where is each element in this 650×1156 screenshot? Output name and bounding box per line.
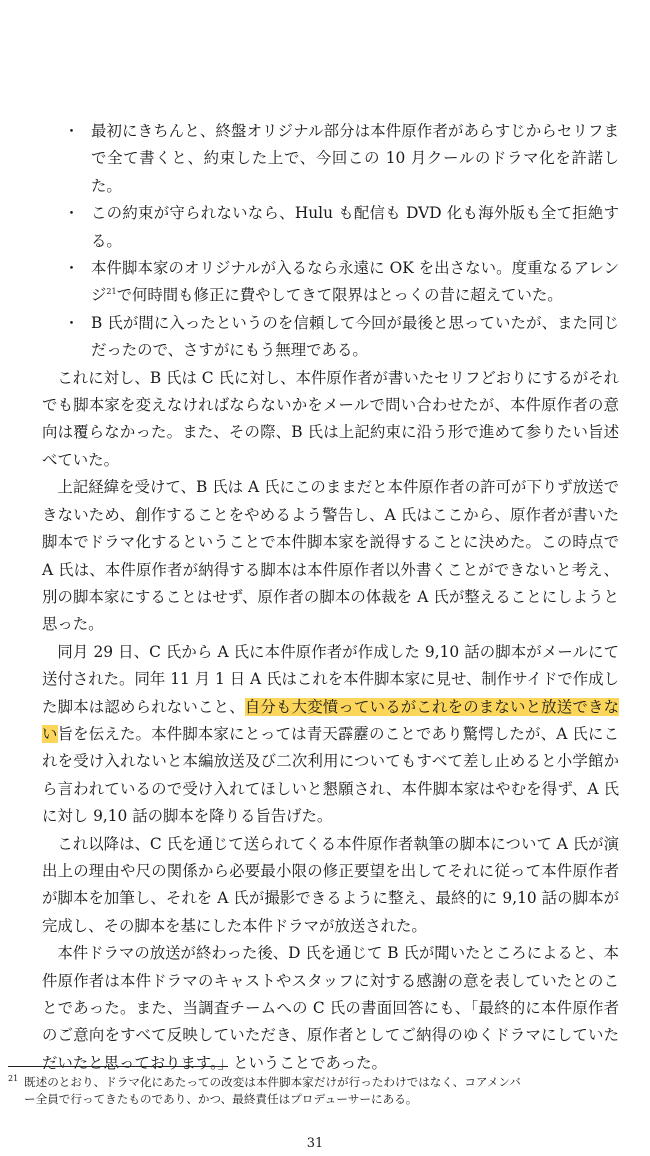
bullet-marker: ・ — [64, 122, 80, 140]
bullet-item — [42, 118, 619, 200]
paragraph: これ以降は、C 氏を通じて送られてくる本件原作者執筆の脚本について A 氏が演出上の理由や尺の関係から必要最小限の修正要望を出してそれに従って本件原作者が脚本を加筆し、それを A 氏が撮影できるように整え、最終的に 9,10 話の脚本が完成し、その脚本を基にした本件ドラマが放送された。 — [42, 834, 619, 935]
body-text — [42, 118, 619, 1077]
paragraph-with-highlight — [42, 639, 619, 831]
bullet-list — [42, 118, 619, 365]
bullet-item — [42, 310, 619, 365]
footnote-number: 21 — [8, 1074, 19, 1083]
paragraph-text-before: 同月 29 日、C 氏から A 氏に本件原作者が作成した 9,10 話の脚本がメールにて送付された。同年 11 月 1 日 A 氏はこれを本件脚本家に見せ、制作サイドで作成した脚本は認められないこと、 — [42, 642, 619, 716]
highlighted-text: 自分も大変憤っているがこれをのまないと放送できない — [42, 697, 619, 743]
paragraph: 本件ドラマの放送が終わった後、D 氏を通じて B 氏が聞いたところによると、本件原作者は本件ドラマのキャストやスタッフに対する感謝の意を表していたとのことであった。また、当調査チームへの C 氏の書面回答にも、「最終的に本件原作者のご意向をすべて反映していただき、原作者としてご納得のゆくドラマにしていただいたと思っております。」ということであった。 — [42, 944, 619, 1072]
paragraph-text-after: 旨を伝えた。本件脚本家にとっては青天霹靂のことであり驚愕したが、A 氏にこれを受け入れないと本編放送及び二次利用についてもすべて差し止めると小学館から言われているので受け入れてほしいと懇願され、本件脚本家はやむを得ず、A 氏に対し 9,10 話の脚本を降りる旨告げた。 — [42, 724, 619, 826]
footnote-line-1: 既述のとおり、ドラマ化にあたっての改変は本件脚本家だけが行ったわけではなく、コアメンバ — [24, 1075, 521, 1089]
bullet-text: B 氏が間に入ったというのを信頼して今回が最後と思っていたが、また同じだったので、さすがにもう無理である。 — [91, 313, 619, 360]
bullet-text-before: 本件脚本家のオリジナルが入るなら永遠に OK を出さない。度重なるアレンジ — [91, 259, 619, 305]
page-number: 31 — [306, 1136, 324, 1151]
bullet-marker: ・ — [64, 204, 80, 223]
paragraph: 上記経緯を受けて、B 氏は A 氏にこのままだと本件原作者の許可が下りず放送できないため、創作することをやめるよう警告し、A 氏はここから、原作者が書いた脚本でドラマ化するということで本件脚本家を説得することに決めた。この時点で A 氏は、本件原作者が納得する脚本は本件原作者以外書くことができないと考え、別の脚本家にすることはせず、原作者の脚本の体裁を A 氏が整えることにしようと思った。 — [42, 478, 619, 634]
paragraph: これに対し、B 氏は C 氏に対し、本件原作者が書いたセリフどおりにするがそれでも脚本家を変えなければならないかをメールで問い合わせたが、本件原作者の意向は覆らなかった。また、その際、B 氏は上記約束に沿う形で進めて参りたい旨述べていた。 — [42, 368, 619, 469]
bullet-item — [42, 255, 619, 310]
footnote-reference[interactable]: 21 — [106, 287, 117, 297]
footnote-divider — [8, 1066, 228, 1067]
bullet-item — [42, 200, 619, 255]
bullet-text-after: で何時間も修正に費やしてきて限界はとっくの昔に超えていた。 — [116, 286, 563, 305]
bullet-text: 最初にきちんと、終盤オリジナル部分は本件原作者があらすじからセリフまで全て書くと、約束した上で、今回この 10 月クールのドラマ化を許諾した。 — [91, 122, 619, 195]
footnote — [8, 1074, 614, 1108]
bullet-text: この約束が守られないなら、Hulu も配信も DVD 化も海外版も全て拒絶する。 — [91, 204, 619, 250]
bullet-marker: ・ — [64, 313, 80, 332]
bullet-marker: ・ — [64, 259, 80, 278]
footnote-line-2: ー全員で行ってきたものであり、かつ、最終責任はプロデューサーにある。 — [24, 1092, 418, 1106]
